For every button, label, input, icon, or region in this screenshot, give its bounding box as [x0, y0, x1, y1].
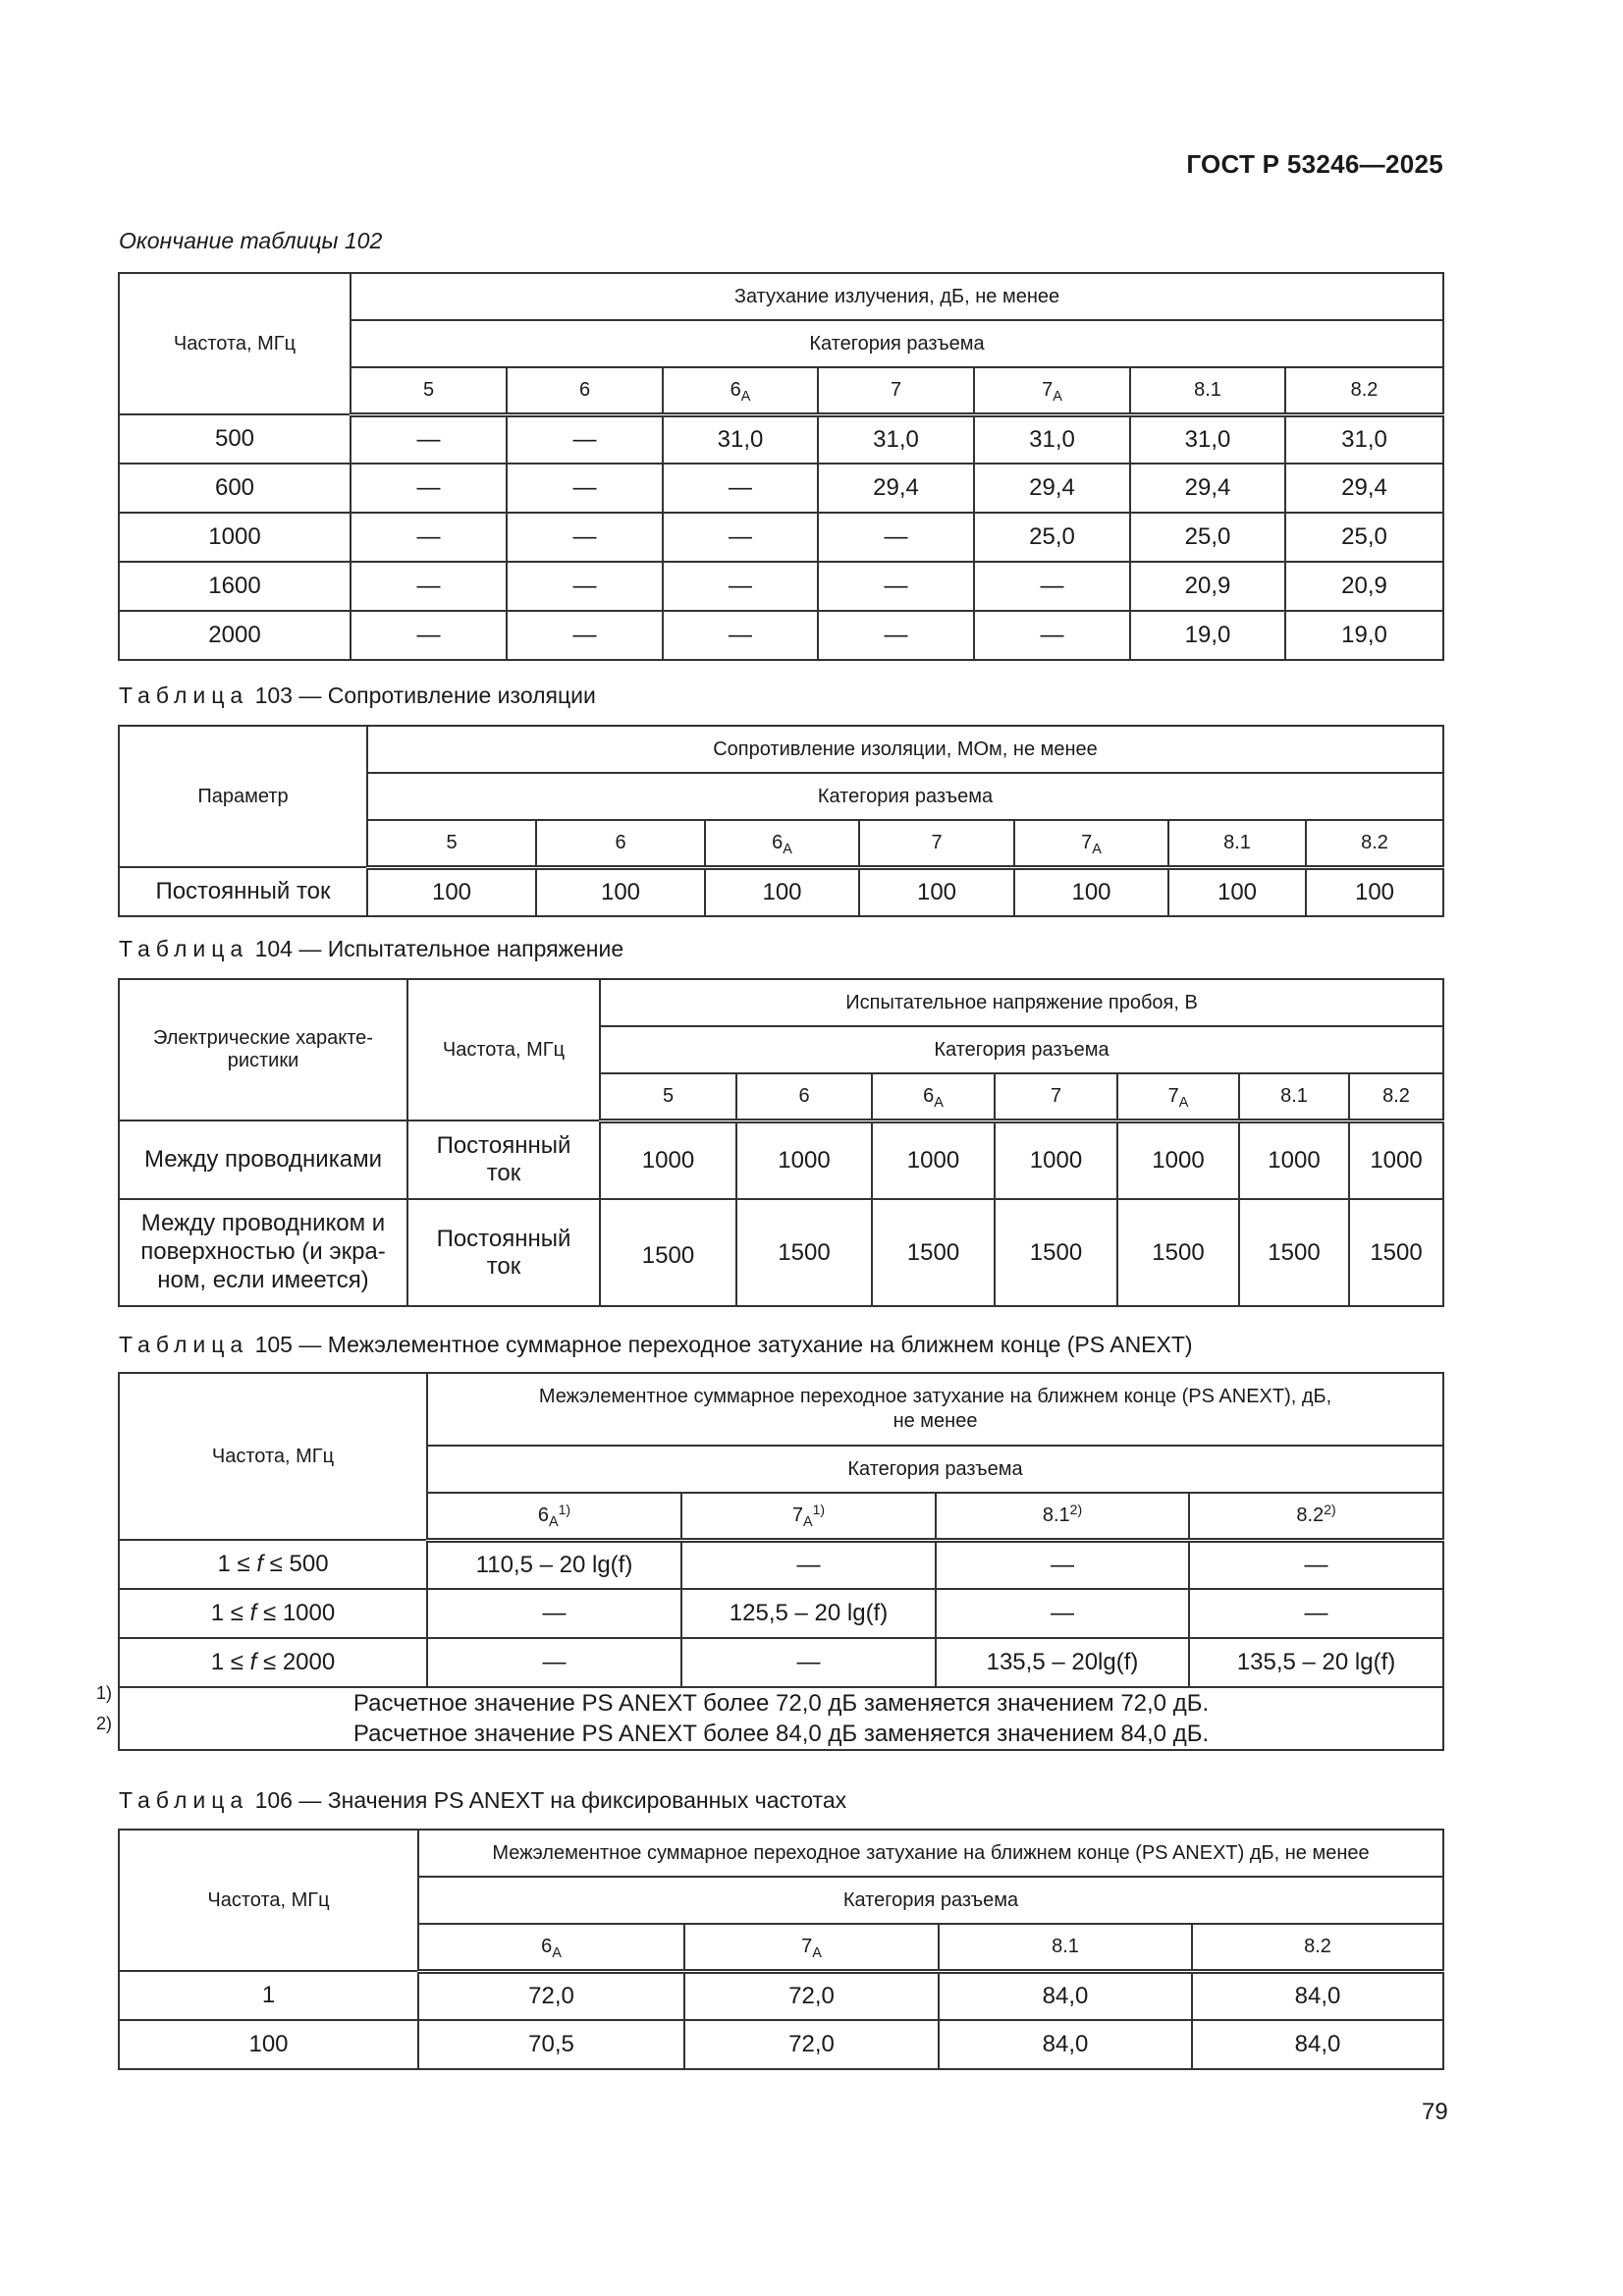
category-8-2: 8.2 [1192, 1924, 1443, 1971]
table-cell: — [507, 464, 663, 513]
category-6a: $6_A$ [705, 820, 859, 867]
table-cell: 31,0 [1130, 414, 1285, 464]
category-8-2: 8.2 [1285, 367, 1443, 414]
table-cell: — [507, 414, 663, 464]
table-cell: 72,0 [684, 1971, 939, 2020]
table-cell: 29,4 [1130, 464, 1285, 513]
table-cell: — [427, 1638, 681, 1687]
table-cell: 100 [536, 867, 705, 916]
table-row [119, 611, 1443, 660]
table-cell: 25,0 [974, 513, 1130, 562]
table-cell: — [1189, 1540, 1443, 1589]
table-105-caption: Таблица 105 — Межэлементное суммарное переходное затухание на ближнем конце (PS ANEXT) [119, 1332, 1193, 1357]
table-row [119, 2020, 1443, 2069]
header-emission-attenuation: Затухание излучения, дБ, не менее [351, 273, 1443, 320]
document-code: ГОСТ Р 53246—2025 [1186, 149, 1443, 179]
table-106 [118, 1829, 1444, 2070]
category-7: 7 [818, 367, 974, 414]
table-cell: 70,5 [418, 2020, 684, 2069]
category-8-2: 8.2 [1306, 820, 1443, 867]
table-cell: 100 [1306, 867, 1443, 916]
category-8-1: 8.1$^{2)}$ [936, 1493, 1189, 1540]
table-cell: — [681, 1540, 936, 1589]
category-5: 5 [367, 820, 536, 867]
table-105 [96, 1372, 1444, 1751]
table-cell: — [427, 1589, 681, 1638]
header-test-voltage: Испытательное напряжение пробоя, В [600, 979, 1443, 1026]
table-cell: Постоянный ток [407, 1199, 600, 1306]
frequency-range: 1 ≤ f ≤ 500 [119, 1540, 427, 1589]
table-103-caption: Таблица 103 — Сопротивление изоляции [119, 683, 596, 708]
table-cell: Постоянный ток [407, 1121, 600, 1199]
table-cell: 1500 [1117, 1199, 1239, 1306]
header-frequency: Частота, МГц [119, 1373, 427, 1540]
table-cell: — [507, 611, 663, 660]
table-cell: — [663, 513, 818, 562]
category-5: 5 [351, 367, 507, 414]
table-cell: — [663, 611, 818, 660]
header-parameter: Параметр [119, 726, 367, 867]
table-cell: 600 [119, 464, 351, 513]
header-connector-category: Категория разъема [351, 320, 1443, 367]
table-103 [118, 725, 1444, 917]
table-cell: 125,5 – 20 lg(f) [681, 1589, 936, 1638]
table-cell: 84,0 [1192, 2020, 1443, 2069]
table-cell: 84,0 [939, 1971, 1192, 2020]
category-7: 7 [995, 1073, 1117, 1121]
category-7a: $7_A$ [1014, 820, 1168, 867]
table-cell: 1000 [600, 1121, 736, 1199]
table-cell: 1 [119, 1971, 418, 2020]
table-cell: — [507, 513, 663, 562]
category-6a: $6_A$ [663, 367, 818, 414]
table-cell: 29,4 [974, 464, 1130, 513]
table-cell: 1500 [872, 1199, 995, 1306]
table-cell: 1500 [736, 1199, 872, 1306]
header-connector-category: Категория разъема [367, 773, 1443, 820]
table-cell: Между проводниками [119, 1121, 407, 1199]
table-cell: — [818, 611, 974, 660]
header-frequency: Частота, МГц [119, 273, 351, 414]
table-cell: 1000 [736, 1121, 872, 1199]
table-cell: 1000 [119, 513, 351, 562]
table-cell: 1000 [1117, 1121, 1239, 1199]
table-cell: 72,0 [684, 2020, 939, 2069]
header-frequency: Частота, МГц [119, 1830, 418, 1971]
table-row [119, 1638, 1443, 1687]
header-connector-category: Категория разъема [427, 1446, 1443, 1493]
table-row [119, 513, 1443, 562]
table-cell: 1000 [1239, 1121, 1349, 1199]
table-cell: 500 [119, 414, 351, 464]
table-cell: — [351, 513, 507, 562]
table-cell: — [507, 562, 663, 611]
table-row [119, 562, 1443, 611]
table-cell: 100 [859, 867, 1014, 916]
table-106-caption: Таблица 106 — Значения PS ANEXT на фиксированных частотах [119, 1787, 847, 1813]
table-row [119, 414, 1443, 464]
category-6a: $6_A^{1)}$ [427, 1493, 681, 1540]
table-row [119, 1199, 1443, 1306]
category-6: 6 [736, 1073, 872, 1121]
table-cell: 1000 [1349, 1121, 1443, 1199]
page-number: 79 [1422, 2099, 1448, 2125]
table-cell: 1000 [995, 1121, 1117, 1199]
category-8-1: 8.1 [1168, 820, 1306, 867]
table-row [119, 1971, 1443, 2020]
table-cell: 31,0 [974, 414, 1130, 464]
table-cell: 135,5 – 20 lg(f) [1189, 1638, 1443, 1687]
header-electrical-characteristics: Электрические характе- ристики [119, 979, 407, 1121]
table-cell: — [351, 464, 507, 513]
table-104 [118, 978, 1444, 1307]
table-102-caption: Окончание таблицы 102 [119, 228, 383, 253]
table-cell: — [1189, 1589, 1443, 1638]
table-cell: 29,4 [818, 464, 974, 513]
table-104-caption: Таблица 104 — Испытательное напряжение [119, 936, 624, 961]
table-cell: — [936, 1589, 1189, 1638]
table-cell: 100 [119, 2020, 418, 2069]
category-8-2: 8.2$^{2)}$ [1189, 1493, 1443, 1540]
footnote-1: 1) Расчетное значение PS ANEXT более 72,0 дБ заменяется значением 72,0 дБ. [96, 1683, 1210, 1717]
table-cell: 1500 [1349, 1199, 1443, 1306]
table-cell: — [663, 562, 818, 611]
table-cell: 20,9 [1285, 562, 1443, 611]
category-8-1: 8.1 [939, 1924, 1192, 1971]
table-row [119, 464, 1443, 513]
table-cell: 1500 [600, 1199, 736, 1306]
table-cell: 31,0 [663, 414, 818, 464]
table-cell: — [351, 414, 507, 464]
table-cell: — [818, 513, 974, 562]
table-cell: — [936, 1540, 1189, 1589]
table-cell: 110,5 – 20 lg(f) [427, 1540, 681, 1589]
category-7a: $7_A$ [974, 367, 1130, 414]
table-cell: 100 [1168, 867, 1306, 916]
category-8-1: 8.1 [1239, 1073, 1349, 1121]
table-cell: — [351, 562, 507, 611]
header-insulation-resistance: Сопротивление изоляции, МОм, не менее [367, 726, 1443, 773]
table-cell: 135,5 – 20lg(f) [936, 1638, 1189, 1687]
table-cell: 25,0 [1285, 513, 1443, 562]
table-cell: 19,0 [1285, 611, 1443, 660]
table-cell: 29,4 [1285, 464, 1443, 513]
category-7a: $7_A^{1)}$ [681, 1493, 936, 1540]
table-cell: — [681, 1638, 936, 1687]
category-6: 6 [536, 820, 705, 867]
table-cell: 84,0 [939, 2020, 1192, 2069]
table-cell: 19,0 [1130, 611, 1285, 660]
category-7a: $7_A$ [684, 1924, 939, 1971]
table-cell: Постоянный ток [119, 867, 367, 916]
category-8-2: 8.2 [1349, 1073, 1443, 1121]
table-cell: 1500 [1239, 1199, 1349, 1306]
header-connector-category: Категория разъема [418, 1877, 1443, 1924]
table-cell: 20,9 [1130, 562, 1285, 611]
table-row [119, 1121, 1443, 1199]
table-cell: — [974, 562, 1130, 611]
table-row [119, 867, 1443, 916]
footnote-2: 2) Расчетное значение PS ANEXT более 84,0 дБ заменяется значением 84,0 дБ. [96, 1714, 1210, 1748]
table-cell: — [663, 464, 818, 513]
table-cell: 72,0 [418, 1971, 684, 2020]
table-cell: 2000 [119, 611, 351, 660]
table-cell: — [351, 611, 507, 660]
table-cell: Между проводником и поверхностью (и экра- ном, если имеется) [119, 1199, 407, 1306]
header-connector-category: Категория разъема [600, 1026, 1443, 1073]
table-cell: 25,0 [1130, 513, 1285, 562]
table-cell: — [974, 611, 1130, 660]
frequency-range: 1 ≤ f ≤ 1000 [119, 1589, 427, 1638]
table-cell: 84,0 [1192, 1971, 1443, 2020]
table-cell: 100 [367, 867, 536, 916]
category-8-1: 8.1 [1130, 367, 1285, 414]
table-row [119, 1540, 1443, 1589]
header-ps-anext: Межэлементное суммарное переходное затухание на ближнем конце (PS ANEXT) дБ, не менее [418, 1830, 1443, 1877]
header-ps-anext: Межэлементное суммарное переходное затухание на ближнем конце (PS ANEXT), дБ, не менее [427, 1373, 1443, 1446]
table-cell: — [818, 562, 974, 611]
table-cell: 1000 [872, 1121, 995, 1199]
header-frequency: Частота, МГц [407, 979, 600, 1121]
category-6a: $6_A$ [418, 1924, 684, 1971]
category-6: 6 [507, 367, 663, 414]
category-7: 7 [859, 820, 1014, 867]
table-row [119, 1589, 1443, 1638]
table-102 [118, 272, 1444, 661]
table-footnotes [119, 1687, 1443, 1750]
table-cell: 31,0 [818, 414, 974, 464]
category-5: 5 [600, 1073, 736, 1121]
table-cell: 100 [705, 867, 859, 916]
table-cell: 31,0 [1285, 414, 1443, 464]
footnotes-cell [96, 1683, 1443, 1750]
category-7a: $7_A$ [1117, 1073, 1239, 1121]
table-cell: 100 [1014, 867, 1168, 916]
table-cell: 1500 [995, 1199, 1117, 1306]
table-cell: 1600 [119, 562, 351, 611]
category-6a: $6_A$ [872, 1073, 995, 1121]
frequency-range: 1 ≤ f ≤ 2000 [119, 1638, 427, 1687]
